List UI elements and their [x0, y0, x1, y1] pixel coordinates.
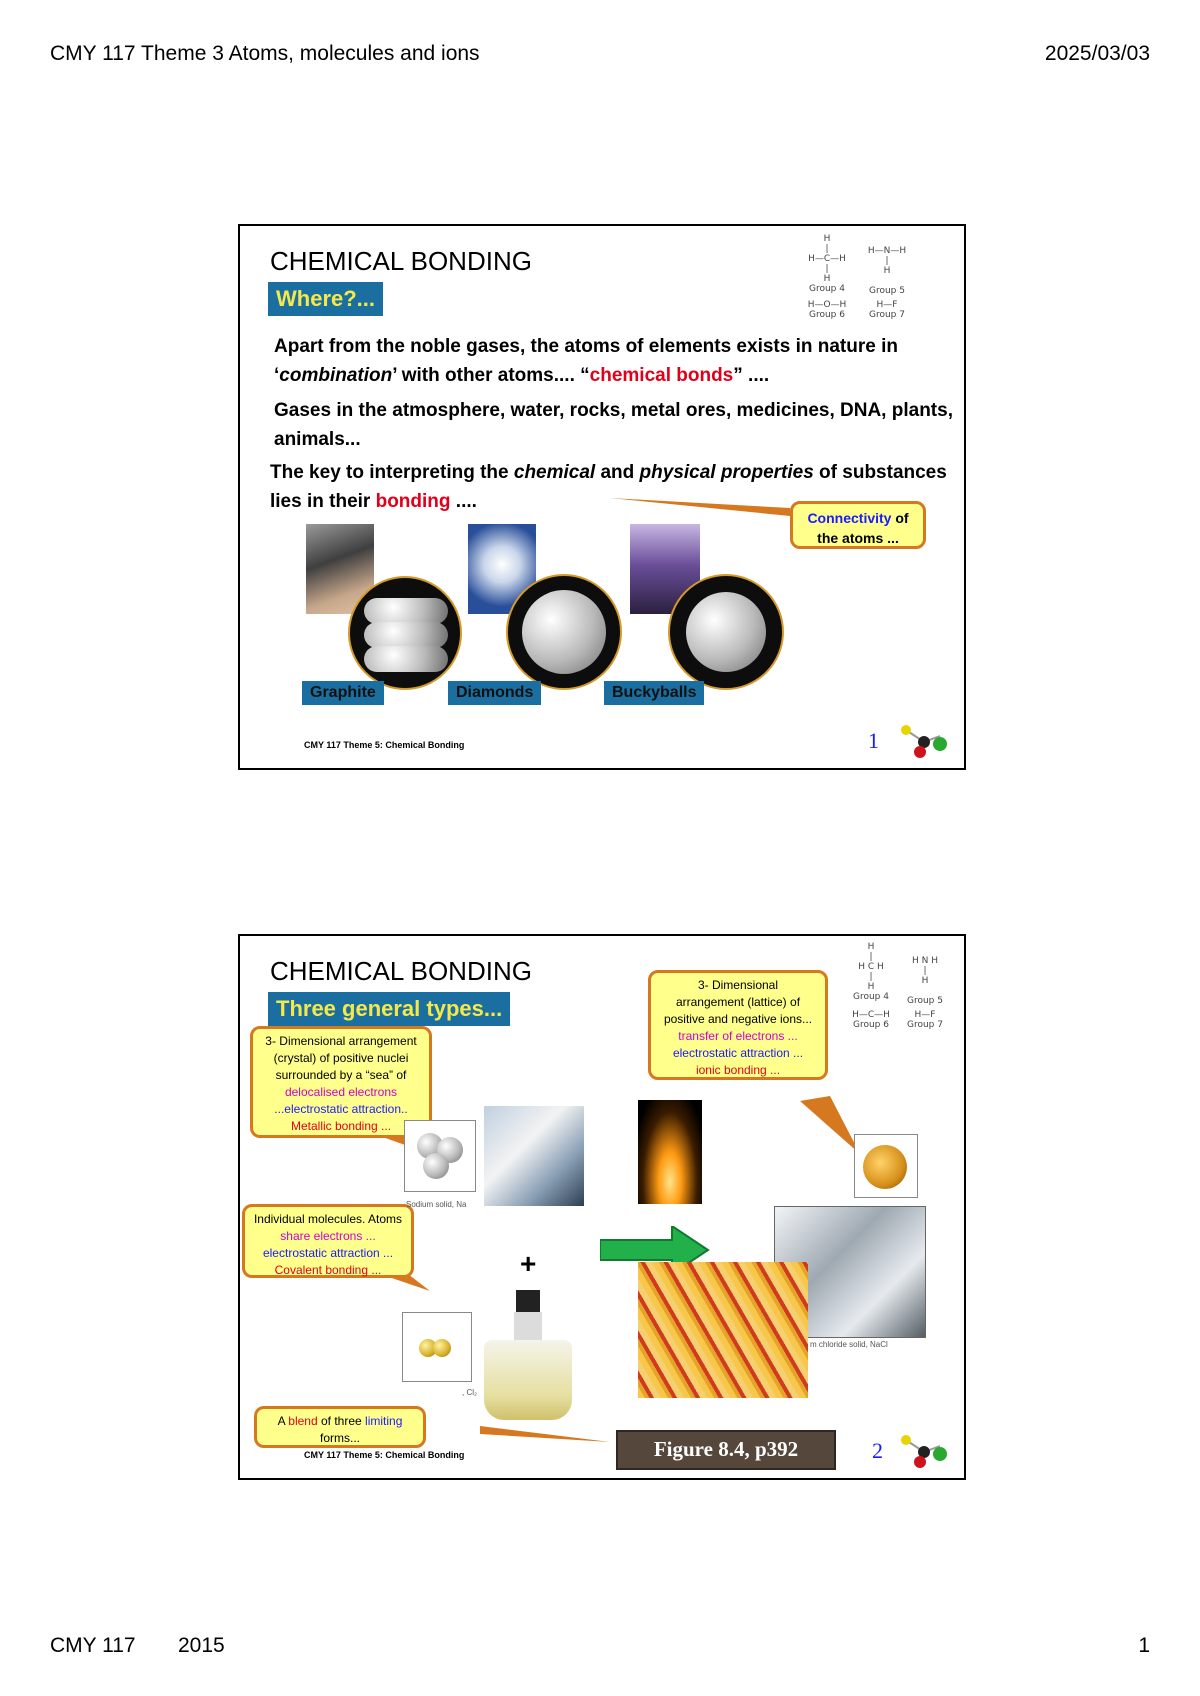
slide-title: CHEMICAL BONDING	[270, 956, 532, 986]
page-header-date: 2025/03/03	[1044, 42, 1150, 65]
water-structure-icon: H—C—H Group 6	[852, 1010, 890, 1030]
chlorine-molecule-diagram	[402, 1312, 472, 1382]
ammonia-structure-icon: H N H | H Group 5	[907, 956, 943, 1006]
methane-structure-icon: H | H—C—H | H Group 4	[808, 234, 846, 294]
graphite-label: Graphite	[302, 681, 384, 705]
diamond-model	[506, 574, 622, 690]
nacl-caption: m chloride solid, NaCl	[810, 1340, 888, 1349]
molecule-logo-icon	[892, 720, 952, 760]
methane-structure-icon: H | H C H | H Group 4	[853, 942, 889, 1002]
slide-footer: CMY 117 Theme 5: Chemical Bonding	[304, 740, 465, 750]
figure-reference: Figure 8.4, p392	[616, 1430, 836, 1470]
page-footer-year: 2015	[178, 1634, 225, 1657]
slide-number: 1	[868, 728, 879, 753]
chlorine-flask-photo	[480, 1290, 576, 1422]
blend-callout: A blend of three limiting forms...	[254, 1406, 426, 1448]
covalent-callout: Individual molecules. Atoms share electrons ... electrostatic attraction ... Covalent bonding ...	[242, 1204, 414, 1278]
connectivity-callout: Connectivity of the atoms ...	[790, 501, 926, 549]
page-header-title: CMY 117 Theme 3 Atoms, molecules and ions	[50, 42, 480, 65]
chlorine-caption: , Cl₂	[462, 1388, 478, 1397]
ionic-callout: 3- Dimensional arrangement (lattice) of positive and negative ions... transfer of electrons ... electrostatic attraction ... ionic bonding ...	[648, 970, 828, 1080]
hf-structure-icon: H—F Group 7	[907, 1010, 943, 1030]
slide-2	[238, 934, 966, 1480]
reaction-flask-photo	[638, 1100, 702, 1204]
slide-title: CHEMICAL BONDING	[270, 246, 532, 276]
buckyballs-label: Buckyballs	[604, 681, 704, 705]
page-footer-course: CMY 117	[50, 1634, 136, 1657]
plus-sign: +	[520, 1248, 537, 1279]
slide-tag: Three general types...	[268, 992, 510, 1026]
graphite-model	[348, 576, 462, 690]
molecule-logo-icon	[892, 1430, 952, 1470]
sodium-photo	[484, 1106, 584, 1206]
sodium-lattice-diagram	[404, 1120, 476, 1192]
sodium-caption: Sodium solid, Na	[406, 1200, 467, 1209]
water-structure-icon: H—O—H Group 6	[807, 300, 847, 320]
ammonia-structure-icon: H—N—H | H Group 5	[867, 246, 907, 296]
slide-1	[238, 224, 966, 770]
paragraph-examples: Gases in the atmosphere, water, rocks, metal ores, medicines, DNA, plants, animals...	[274, 400, 953, 450]
nacl-lattice-diagram	[854, 1134, 918, 1198]
buckyball-model	[668, 574, 784, 690]
paragraph-key: The key to interpreting the chemical and physical properties of substances lies in their bonding ....	[270, 462, 947, 512]
paragraph-combination: Apart from the noble gases, the atoms of elements exists in nature in ‘combination’ with other atoms.... “chemical bonds” ....	[274, 336, 898, 386]
slide-number: 2	[872, 1438, 883, 1463]
hf-structure-icon: H—F Group 7	[869, 300, 905, 320]
diamonds-label: Diamonds	[448, 681, 541, 705]
slide-tag: Where?...	[268, 282, 383, 316]
slide-footer: CMY 117 Theme 5: Chemical Bonding	[304, 1450, 465, 1460]
page-number: 1	[1138, 1634, 1150, 1657]
fries-photo	[638, 1262, 808, 1398]
metallic-callout: 3- Dimensional arrangement (crystal) of positive nuclei surrounded by a “sea” of delocalised electrons ...electrostatic attraction.. Metallic bonding ...	[250, 1026, 432, 1138]
